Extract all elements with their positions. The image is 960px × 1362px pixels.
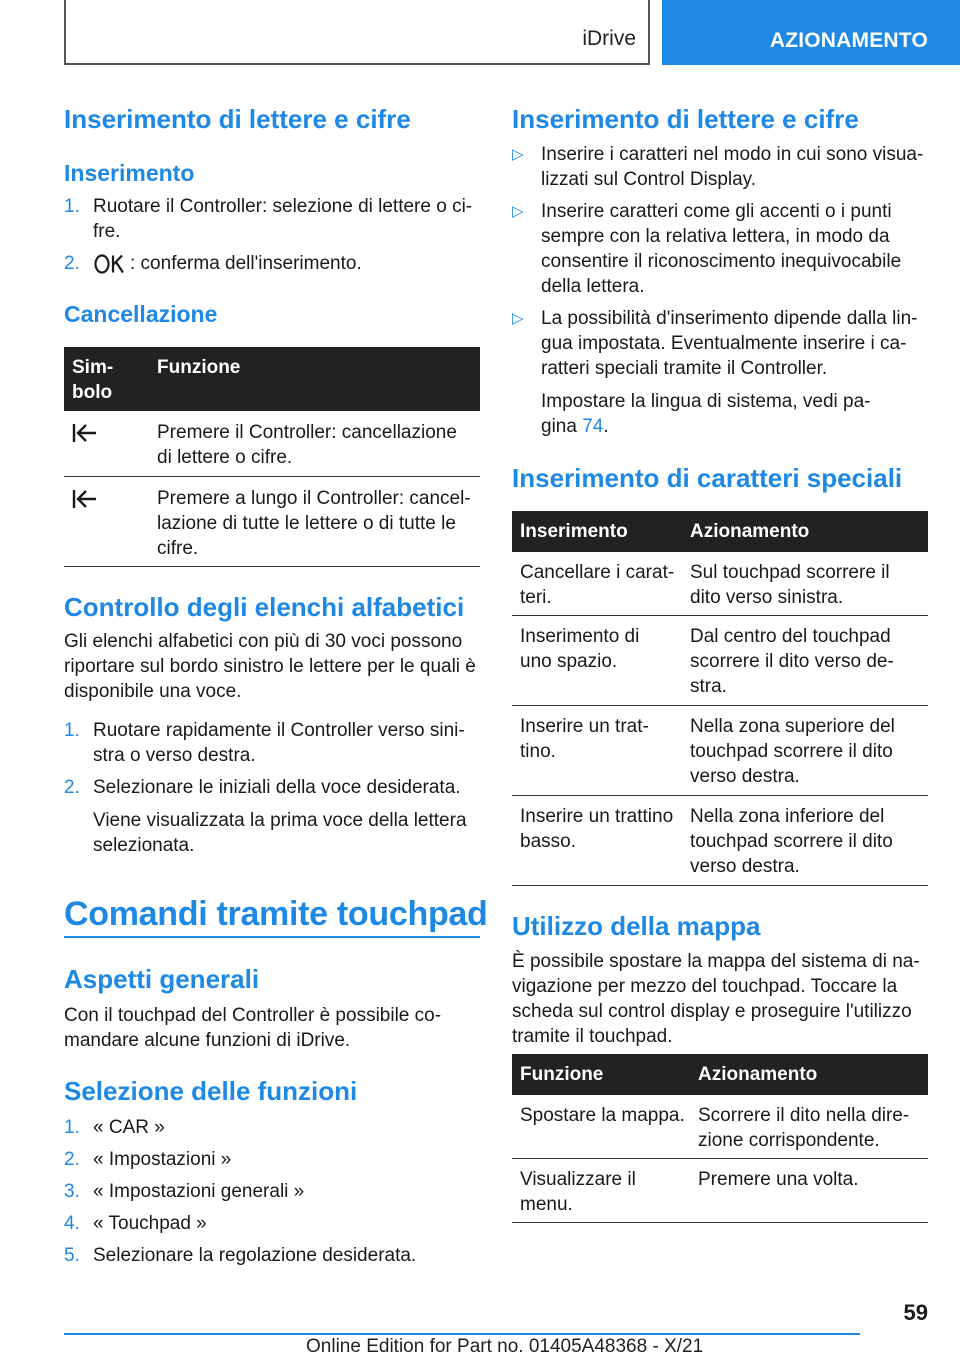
table-header-cell: Funzione: [520, 1064, 604, 1085]
table-row-divider: [512, 795, 928, 796]
step-text: stra o verso destra.: [93, 745, 256, 766]
section-title-inserimento: Inserimento di lettere e cifre: [64, 104, 411, 134]
chapter-title-underline: [64, 936, 480, 938]
footer-divider: [64, 1333, 860, 1335]
bullet-note: [541, 414, 609, 439]
step-number: 3.: [64, 1181, 80, 1202]
step-number: 1.: [64, 720, 80, 741]
table-cell: dito verso sinistra.: [690, 587, 844, 608]
bullet-text: ratteri speciali tramite il Controller.: [541, 358, 828, 379]
table-cell: Scorrere il dito nella dire-: [698, 1105, 910, 1126]
table-header-cell: Sim-: [72, 357, 114, 378]
section-title-selezione: Selezione delle funzioni: [64, 1076, 358, 1106]
table-header: [64, 347, 480, 411]
table-cell: Premere a lungo il Controller: cancel-: [157, 488, 471, 509]
bullet-text: Inserire i caratteri nel modo in cui sono visua-: [541, 144, 924, 165]
paragraph-line: tramite il touchpad.: [512, 1026, 673, 1047]
table-cell: Nella zona inferiore del: [690, 806, 885, 827]
table-row-divider: [64, 566, 480, 567]
bullet-triangle-icon: ▷: [512, 146, 524, 163]
table-header: [512, 511, 928, 552]
table-cell: di lettere o cifre.: [157, 447, 293, 468]
section-title-inserimento-right: Inserimento di lettere e cifre: [512, 104, 859, 134]
step-number: 1.: [64, 1117, 80, 1138]
table-row-divider: [512, 615, 928, 616]
table-row-divider: [64, 476, 480, 477]
step-number: 2.: [64, 253, 80, 274]
table-row-divider: [512, 1158, 928, 1159]
bullet-triangle-icon: ▷: [512, 203, 524, 220]
table-cell: stra.: [690, 676, 727, 697]
step-text: « Impostazioni generali »: [93, 1181, 305, 1202]
step-text: Selezionare le iniziali della voce desiderata.: [93, 777, 461, 798]
bullet-text: gua impostata. Eventualmente inserire i ca-: [541, 333, 907, 354]
step-text: Selezionare la regolazione desiderata.: [93, 1245, 417, 1266]
bullet-text: La possibilità d'inserimento dipende dalla lin-: [541, 308, 918, 329]
table-cell: Cancellare i carat-: [520, 562, 675, 583]
section-title-alfabetici: Controllo degli elenchi alfabetici: [64, 592, 465, 622]
table-cell: verso destra.: [690, 856, 800, 877]
bullet-text: lizzati sul Control Display.: [541, 169, 757, 190]
table-row-divider: [512, 705, 928, 706]
table-header-cell: Inserimento: [520, 521, 628, 542]
paragraph-line: È possibile spostare la mappa del sistema di na-: [512, 951, 920, 972]
table-cell: cifre.: [157, 538, 199, 559]
table-header-cell: Azionamento: [698, 1064, 818, 1085]
header-chapter-label: iDrive: [582, 27, 636, 50]
ok-symbol-icon: [94, 254, 126, 274]
table-cell: tino.: [520, 741, 556, 762]
paragraph-line: vigazione per mezzo del touchpad. Toccare la: [512, 976, 898, 997]
step-number: 2.: [64, 777, 80, 798]
table-cell: Inserimento di: [520, 626, 640, 647]
table-row-divider: [512, 1222, 928, 1223]
table-cell: zione corrispondente.: [698, 1130, 880, 1151]
table-cell: Premere una volta.: [698, 1169, 859, 1190]
section-title-mappa: Utilizzo della mappa: [512, 911, 761, 941]
step-text: fre.: [93, 221, 121, 242]
page-reference-link[interactable]: 74: [582, 416, 604, 437]
table-cell: basso.: [520, 831, 576, 852]
table-cell: touchpad scorrere il dito: [690, 831, 893, 852]
table-cell: Inserire un trat-: [520, 716, 649, 737]
table-cell: menu.: [520, 1194, 573, 1215]
table-header: [512, 1054, 928, 1095]
table-cell: Sul touchpad scorrere il: [690, 562, 890, 583]
step-note: Viene visualizzata la prima voce della lettera: [93, 810, 467, 831]
bullet-text: della lettera.: [541, 276, 645, 297]
delete-arrow-icon: [72, 488, 98, 510]
table-cell: Nella zona superiore del: [690, 716, 895, 737]
step-number: 4.: [64, 1213, 80, 1234]
chapter-title-touchpad: Comandi tramite touchpad: [64, 895, 488, 933]
table-cell: lazione di tutte le lettere o di tutte le: [157, 513, 456, 534]
paragraph-line: Con il touchpad del Controller è possibile co-: [64, 1005, 442, 1026]
paragraph-line: Gli elenchi alfabetici con più di 30 voci possono: [64, 631, 463, 652]
table-row-divider: [512, 885, 928, 886]
step-text: « Touchpad »: [93, 1213, 207, 1234]
bullet-text: consentire il riconoscimento inequivocabile: [541, 251, 902, 272]
header-section-tab: [662, 0, 960, 65]
header-section-label: AZIONAMENTO: [769, 29, 928, 52]
step-number: 2.: [64, 1149, 80, 1170]
bullet-triangle-icon: ▷: [512, 310, 524, 327]
note-text: gina: [541, 416, 583, 437]
table-cell: Inserire un trattino: [520, 806, 674, 827]
table-header-cell: Funzione: [157, 357, 241, 378]
table-cell: teri.: [520, 587, 552, 608]
section-title-aspetti: Aspetti generali: [64, 964, 260, 994]
table-cell: Spostare la mappa.: [520, 1105, 685, 1126]
step-text: « Impostazioni »: [93, 1149, 232, 1170]
paragraph-line: mandare alcune funzioni di iDrive.: [64, 1030, 351, 1051]
step-text: « CAR »: [93, 1117, 165, 1138]
step-text: : conferma dell'inserimento.: [130, 253, 362, 274]
step-note: selezionata.: [93, 835, 195, 856]
paragraph-line: disponibile una voce.: [64, 681, 242, 702]
footer-edition: Online Edition for Part no. 01405A48368 - X/21: [306, 1336, 704, 1357]
step-number: 1.: [64, 196, 80, 217]
step-number: 5.: [64, 1245, 80, 1266]
subsection-inserimento: Inserimento: [64, 160, 195, 186]
table-cell: Premere il Controller: cancellazione: [157, 422, 457, 443]
bullet-note: Impostare la lingua di sistema, vedi pa-: [541, 391, 871, 412]
table-cell: touchpad scorrere il dito: [690, 741, 893, 762]
step-text: Ruotare rapidamente il Controller verso sini-: [93, 720, 465, 741]
note-text: .: [603, 416, 609, 437]
table-cell: verso destra.: [690, 766, 800, 787]
bullet-text: Inserire caratteri come gli accenti o i punti: [541, 201, 892, 222]
table-cell: scorrere il dito verso de-: [690, 651, 894, 672]
table-header-cell: bolo: [72, 382, 113, 403]
table-cell: Dal centro del touchpad: [690, 626, 891, 647]
table-cell: Visualizzare il: [520, 1169, 636, 1190]
paragraph-line: riportare sul bordo sinistro le lettere per le quali è: [64, 656, 476, 677]
step-text: Ruotare il Controller: selezione di lettere o ci-: [93, 196, 473, 217]
table-cell: uno spazio.: [520, 651, 618, 672]
table-header-cell: Azionamento: [690, 521, 810, 542]
subsection-cancellazione: Cancellazione: [64, 301, 218, 327]
page-number: 59: [903, 1300, 928, 1325]
paragraph-line: scheda sul control display e proseguire l'utilizzo: [512, 1001, 912, 1022]
delete-arrow-icon: [72, 422, 98, 444]
header-left-tab: [64, 0, 650, 65]
section-title-speciali: Inserimento di caratteri speciali: [512, 463, 903, 493]
bullet-text: sempre con la relativa lettera, in modo da: [541, 226, 890, 247]
